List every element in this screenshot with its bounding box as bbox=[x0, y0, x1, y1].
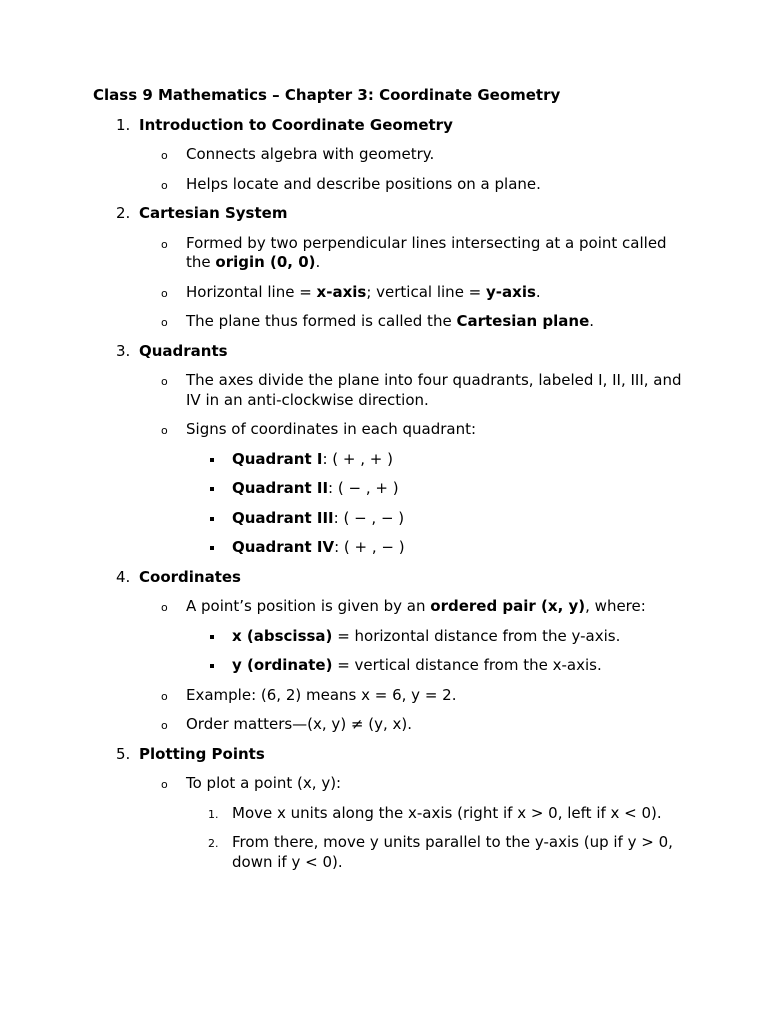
bullet-circle-icon: o bbox=[161, 316, 168, 329]
list-item-text: x (abscissa) = horizontal distance from the y-axis. bbox=[232, 626, 621, 645]
bullet-square-icon bbox=[210, 635, 214, 639]
term-ordinate: y (ordinate) bbox=[232, 656, 333, 674]
list-item-text: Formed by two perpendicular lines intersecting at a point called the origin (0, 0). bbox=[186, 233, 667, 271]
section-number: 3. bbox=[116, 341, 131, 360]
section-number: 5. bbox=[116, 744, 131, 763]
list-item-text: The axes divide the plane into four quadrants, labeled I, II, III, and IV in an anti-clockwise direction. bbox=[186, 371, 682, 409]
list-item bbox=[93, 420, 683, 440]
section-title: Introduction to Coordinate Geometry bbox=[139, 115, 453, 134]
term-x-axis: x-axis bbox=[316, 282, 367, 301]
list-item-text: Quadrant III: ( − , − ) bbox=[232, 508, 405, 527]
bullet-circle-icon: o bbox=[161, 778, 168, 791]
bullet-circle-icon: o bbox=[161, 178, 168, 192]
section-number: 2. bbox=[116, 204, 131, 222]
list-item-text: To plot a point (x, y): bbox=[186, 774, 342, 792]
list-item-text: Example: (6, 2) means x = 6, y = 2. bbox=[186, 685, 457, 704]
list-item-text: Signs of coordinates in each quadrant: bbox=[186, 420, 477, 438]
list-item-text: Connects algebra with geometry. bbox=[186, 145, 435, 163]
bullet-square-icon bbox=[210, 664, 214, 668]
section-number: 4. bbox=[116, 567, 131, 586]
bullet-circle-icon: o bbox=[161, 375, 168, 388]
bullet-square-icon bbox=[210, 546, 214, 550]
list-item bbox=[93, 371, 683, 410]
term-y-axis: y-axis bbox=[486, 282, 536, 301]
quadrant-name: Quadrant IV bbox=[232, 538, 335, 556]
list-item-text: Quadrant IV: ( + , − ) bbox=[232, 538, 405, 556]
section-heading-4 bbox=[93, 568, 683, 588]
list-item bbox=[93, 175, 683, 195]
bullet-square-icon bbox=[210, 458, 214, 462]
term-abscissa: x (abscissa) bbox=[232, 626, 333, 645]
term-origin: origin (0, 0) bbox=[215, 253, 316, 271]
bullet-square-icon bbox=[210, 517, 214, 521]
sub-list-item bbox=[93, 627, 683, 647]
list-item-text: Quadrant II: ( − , + ) bbox=[232, 479, 399, 497]
list-item-text: The plane thus formed is called the Cartesian plane. bbox=[186, 312, 595, 330]
section-title: Coordinates bbox=[139, 567, 241, 586]
section-title: Quadrants bbox=[139, 341, 228, 360]
term-cartesian-plane: Cartesian plane bbox=[456, 312, 590, 330]
bullet-circle-icon: o bbox=[161, 689, 168, 703]
list-item bbox=[93, 774, 683, 794]
sub-list-item bbox=[93, 450, 683, 470]
list-item-text: A point’s position is given by an ordered pair (x, y), where: bbox=[186, 597, 646, 615]
bullet-circle-icon: o bbox=[161, 149, 168, 162]
bullet-circle-icon: o bbox=[161, 719, 168, 732]
step-text: Move x units along the x-axis (right if x > 0, left if x < 0). bbox=[232, 803, 662, 822]
section-heading-5 bbox=[93, 745, 683, 765]
list-item bbox=[93, 234, 683, 273]
list-item bbox=[93, 686, 683, 706]
quadrant-name: Quadrant III bbox=[232, 508, 334, 527]
step-number: 2. bbox=[208, 837, 219, 850]
list-item-text: Quadrant I: ( + , + ) bbox=[232, 449, 393, 468]
section-number: 1. bbox=[116, 115, 131, 134]
bullet-circle-icon: o bbox=[161, 237, 168, 251]
bullet-circle-icon: o bbox=[161, 286, 168, 300]
section-heading-2 bbox=[93, 204, 683, 224]
list-item-text: y (ordinate) = vertical distance from the x-axis. bbox=[232, 656, 602, 674]
section-heading-3 bbox=[93, 342, 683, 362]
list-item bbox=[93, 715, 683, 735]
sub-list-item bbox=[93, 509, 683, 529]
bullet-circle-icon: o bbox=[161, 424, 168, 437]
bullet-circle-icon: o bbox=[161, 601, 168, 614]
sub-list-item bbox=[93, 538, 683, 558]
section-heading-1 bbox=[93, 116, 683, 136]
bullet-square-icon bbox=[210, 487, 214, 491]
step-number: 1. bbox=[208, 807, 219, 821]
numbered-step bbox=[93, 804, 683, 824]
list-item bbox=[93, 597, 683, 617]
list-item bbox=[93, 283, 683, 303]
list-item bbox=[93, 312, 683, 332]
document-title: Class 9 Mathematics – Chapter 3: Coordinate Geometry bbox=[93, 86, 561, 104]
list-item-text: Helps locate and describe positions on a plane. bbox=[186, 174, 541, 193]
sub-list-item bbox=[93, 479, 683, 499]
section-title: Plotting Points bbox=[139, 744, 265, 763]
section-title: Cartesian System bbox=[139, 204, 288, 222]
list-item-text: Order matters—(x, y) ≠ (y, x). bbox=[186, 715, 413, 733]
quadrant-name: Quadrant I bbox=[232, 449, 323, 468]
numbered-step bbox=[93, 833, 683, 872]
step-text: From there, move y units parallel to the y-axis (up if y > 0, down if y < 0). bbox=[232, 833, 673, 871]
sub-list-item bbox=[93, 656, 683, 676]
list-item-text: Horizontal line = x-axis; vertical line = y-axis. bbox=[186, 282, 541, 301]
document-page bbox=[93, 86, 683, 882]
term-ordered-pair: ordered pair (x, y) bbox=[430, 597, 586, 615]
quadrant-name: Quadrant II bbox=[232, 479, 329, 497]
list-item bbox=[93, 145, 683, 165]
